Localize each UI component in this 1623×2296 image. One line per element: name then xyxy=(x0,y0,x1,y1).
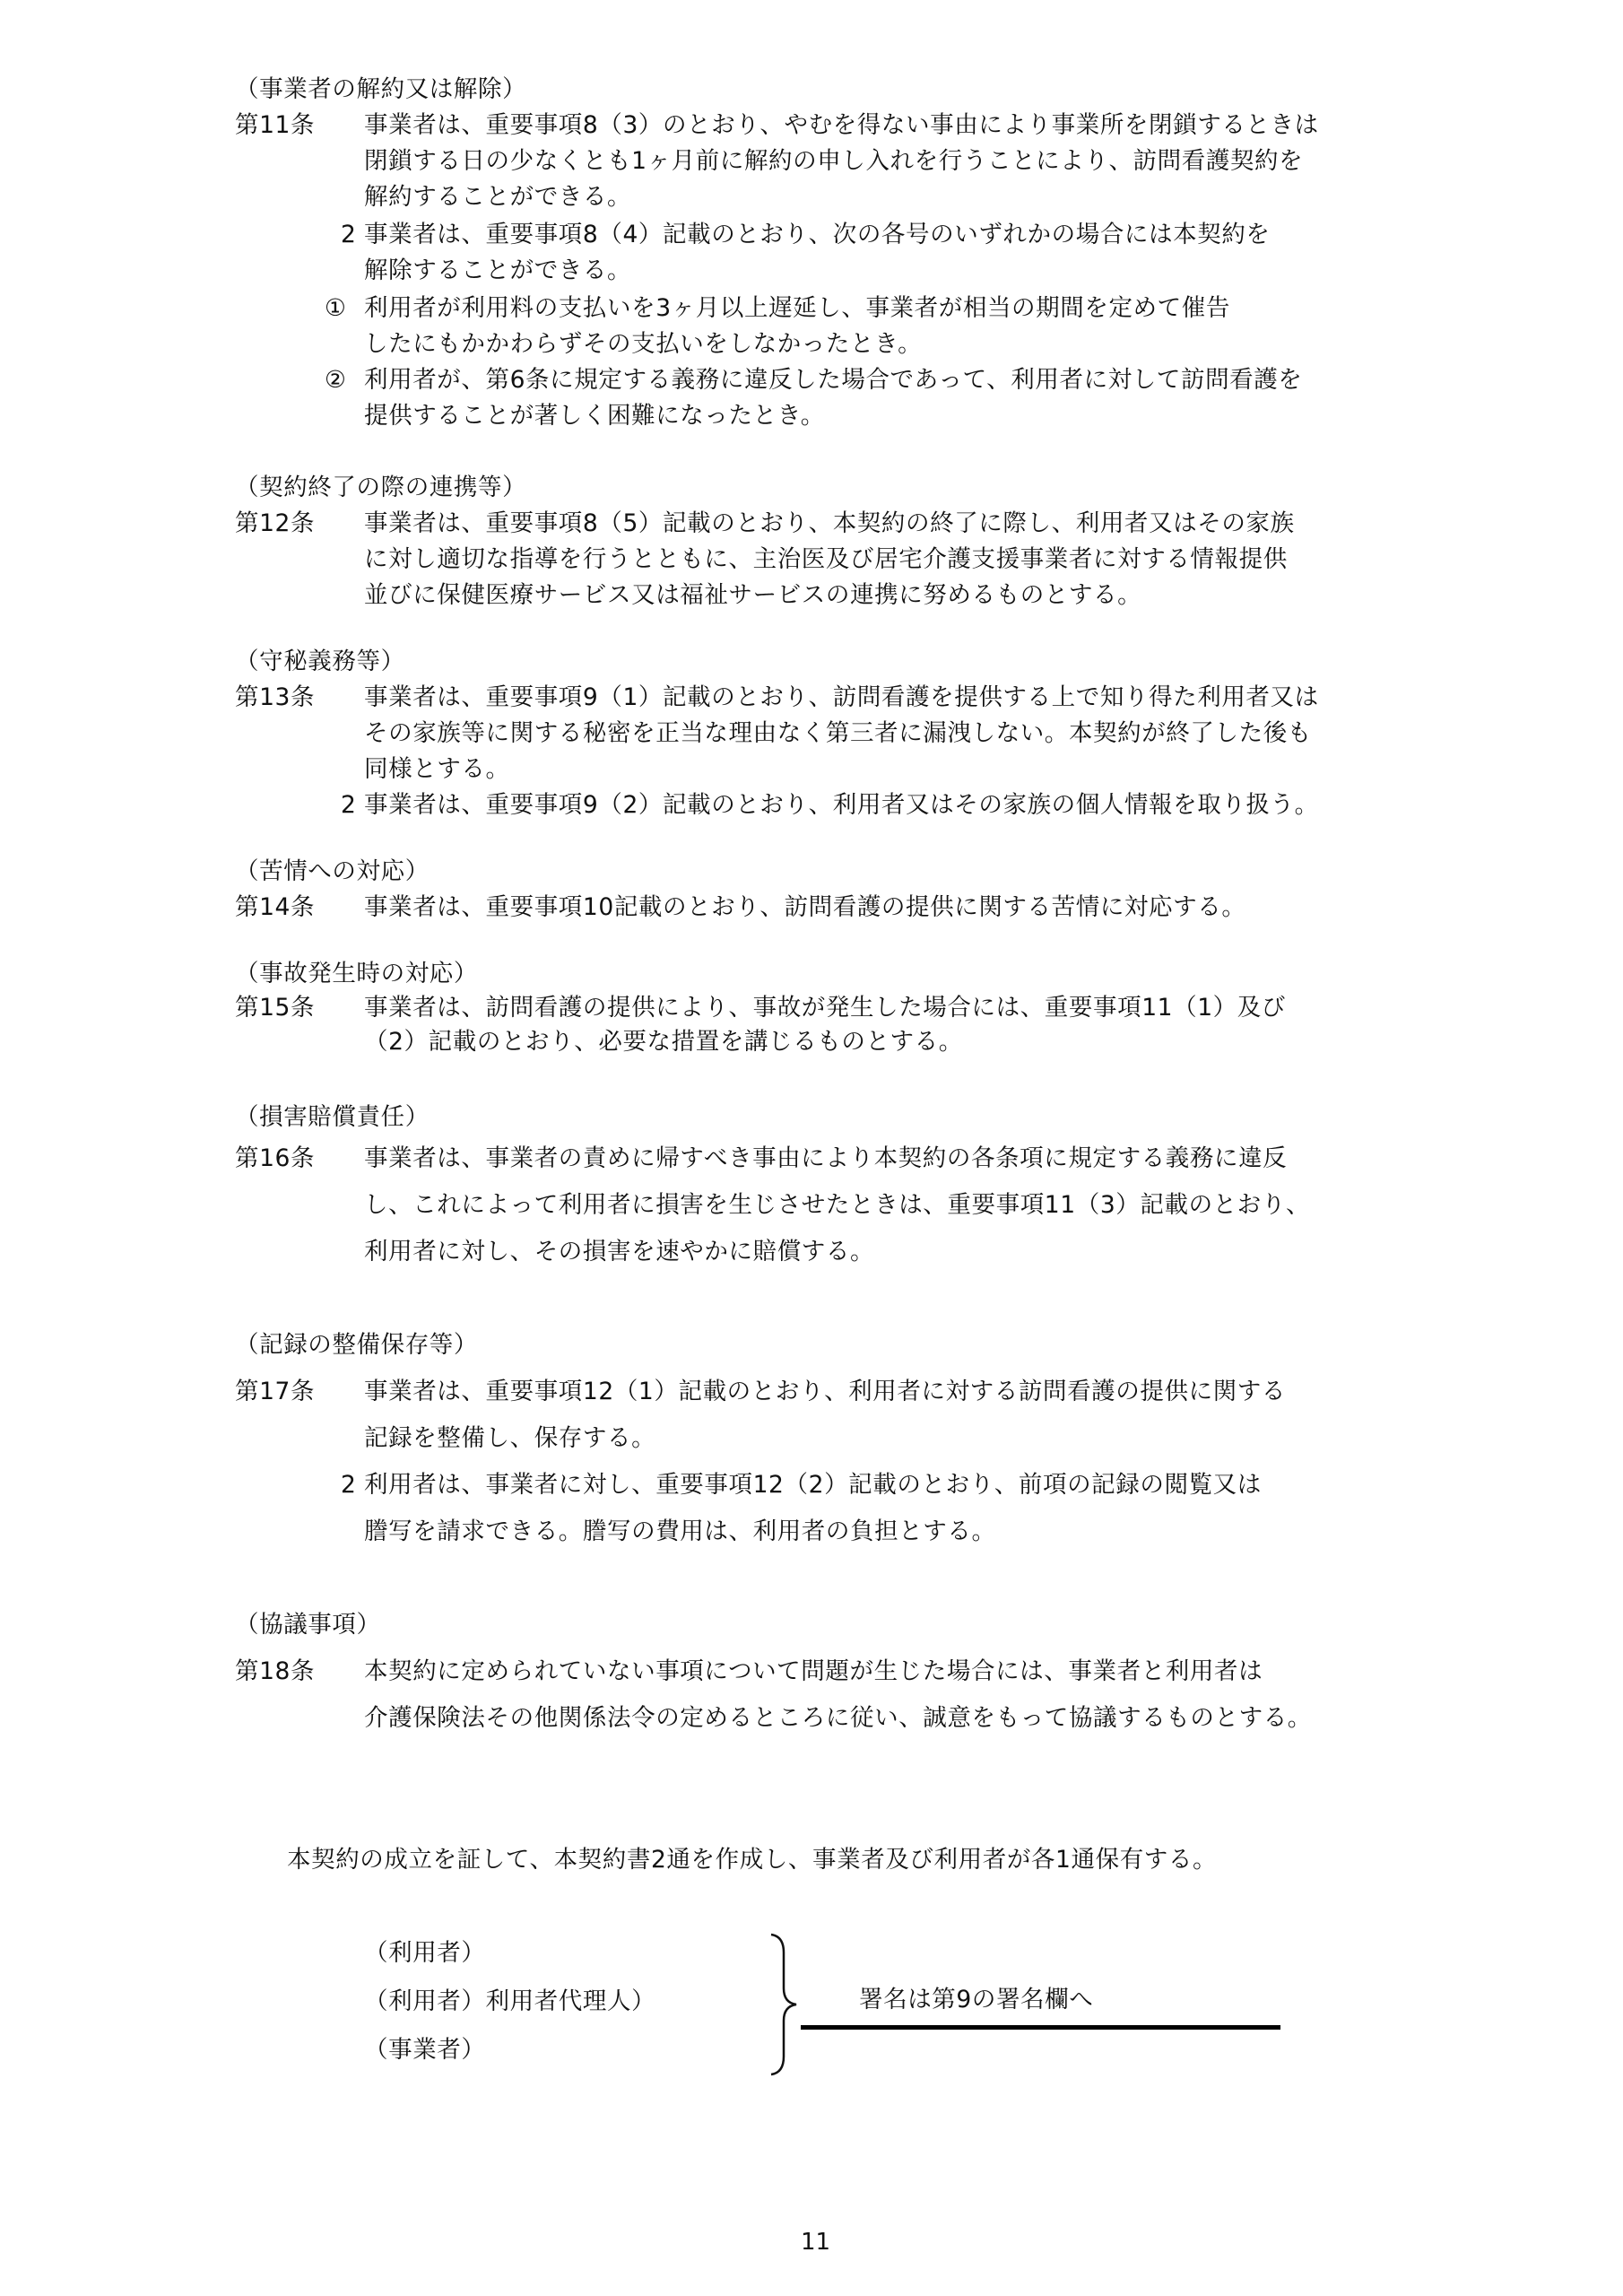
signature-note: 署名は第9の署名欄へ xyxy=(859,1986,1094,2013)
article-11-item-1-number: ① xyxy=(325,294,347,322)
article-12-line-3: 並びに保健医療サービス又は福祉サービスの連携に努めるものとする。 xyxy=(364,581,1142,609)
signature-party-agent: （利用者）利用者代理人） xyxy=(364,1987,656,2015)
article-11-item-2-number: ② xyxy=(325,366,347,394)
article-11-item-2-line-1: 利用者が、第6条に規定する義務に違反した場合であって、利用者に対して訪問看護を xyxy=(364,366,1303,394)
article-13-heading: （守秘義務等） xyxy=(235,648,405,675)
article-15-label: 第15条 xyxy=(235,994,316,1022)
article-12-line-2: に対し適切な指導を行うとともに、主治医及び居宅介護支援事業者に対する情報提供 xyxy=(364,545,1288,573)
signature-party-provider: （事業者） xyxy=(364,2036,486,2064)
article-11-heading: （事業者の解約又は解除） xyxy=(235,75,527,103)
article-11-line-3: 解約することができる。 xyxy=(364,183,632,211)
article-11-label: 第11条 xyxy=(235,111,316,139)
article-14-line-1: 事業者は、重要事項10記載のとおり、訪問看護の提供に関する苦情に対応する。 xyxy=(364,893,1246,921)
article-13-line-3: 同様とする。 xyxy=(364,755,510,783)
article-17-para-2-number: 2 xyxy=(341,1471,357,1499)
article-14-label: 第14条 xyxy=(235,893,316,921)
page-number: 11 xyxy=(801,2229,831,2256)
article-11-item-1-line-1: 利用者が利用料の支払いを3ヶ月以上遅延し、事業者が相当の期間を定めて催告 xyxy=(364,294,1230,322)
signature-line xyxy=(801,2025,1280,2030)
right-brace xyxy=(769,1933,805,2076)
article-14-heading: （苦情への対応） xyxy=(235,857,430,885)
article-11-para-2-number: 2 xyxy=(341,221,357,248)
article-18-heading: （協議事項） xyxy=(235,1611,381,1639)
article-11-line-2: 閉鎖する日の少なくとも1ヶ月前に解約の申し入れを行うことにより、訪問看護契約を xyxy=(364,147,1304,175)
article-17-label: 第17条 xyxy=(235,1378,316,1405)
article-15-line-2: （2）記載のとおり、必要な措置を講じるものとする。 xyxy=(364,1028,963,1056)
article-11-item-1-line-2: したにもかかわらずその支払いをしなかったとき。 xyxy=(364,330,923,358)
article-13-para-2-line-1: 事業者は、重要事項9（2）記載のとおり、利用者又はその家族の個人情報を取り扱う。 xyxy=(364,791,1319,819)
article-16-line-3: 利用者に対し、その損害を速やかに賠償する。 xyxy=(364,1238,875,1265)
article-11-para-2-line-1: 事業者は、重要事項8（4）記載のとおり、次の各号のいずれかの場合には本契約を xyxy=(364,221,1271,248)
article-17-heading: （記録の整備保存等） xyxy=(235,1331,478,1359)
article-17-line-1: 事業者は、重要事項12（1）記載のとおり、利用者に対する訪問看護の提供に関する xyxy=(364,1378,1286,1405)
article-13-line-1: 事業者は、重要事項9（1）記載のとおり、訪問看護を提供する上で知り得た利用者又は xyxy=(364,683,1319,711)
article-18-line-2: 介護保険法その他関係法令の定めるところに従い、誠意をもって協議するものとする。 xyxy=(364,1704,1312,1732)
article-12-label: 第12条 xyxy=(235,509,316,537)
article-15-heading: （事故発生時の対応） xyxy=(235,960,478,987)
article-18-line-1: 本契約に定められていない事項について問題が生じた場合には、事業者と利用者は xyxy=(364,1657,1263,1685)
article-16-line-2: し、これによって利用者に損害を生じさせたときは、重要事項11（3）記載のとおり、 xyxy=(364,1191,1311,1219)
signature-party-user: （利用者） xyxy=(364,1939,486,1967)
article-12-line-1: 事業者は、重要事項8（5）記載のとおり、本契約の終了に際し、利用者又はその家族 xyxy=(364,509,1295,537)
article-18-label: 第18条 xyxy=(235,1657,316,1685)
article-17-line-2: 記録を整備し、保存する。 xyxy=(364,1424,656,1452)
article-11-para-2-line-2: 解除することができる。 xyxy=(364,257,632,284)
article-13-para-2-number: 2 xyxy=(341,791,357,819)
article-15-line-1: 事業者は、訪問看護の提供により、事故が発生した場合には、重要事項11（1）及び xyxy=(364,994,1286,1022)
article-16-line-1: 事業者は、事業者の責めに帰すべき事由により本契約の各条項に規定する義務に違反 xyxy=(364,1144,1288,1172)
article-13-label: 第13条 xyxy=(235,683,316,711)
article-17-para-2-line-2: 謄写を請求できる。謄写の費用は、利用者の負担とする。 xyxy=(364,1518,996,1545)
article-13-line-2: その家族等に関する秘密を正当な理由なく第三者に漏洩しない。本契約が終了した後も xyxy=(364,719,1312,747)
article-16-label: 第16条 xyxy=(235,1144,316,1172)
article-16-heading: （損害賠償責任） xyxy=(235,1103,430,1131)
closing-statement: 本契約の成立を証して、本契約書2通を作成し、事業者及び利用者が各1通保有する。 xyxy=(287,1846,1218,1874)
article-12-heading: （契約終了の際の連携等） xyxy=(235,474,527,501)
article-11-line-1: 事業者は、重要事項8（3）のとおり、やむを得ない事由により事業所を閉鎖するときは xyxy=(364,111,1319,139)
article-11-item-2-line-2: 提供することが著しく困難になったとき。 xyxy=(364,402,825,430)
article-17-para-2-line-1: 利用者は、事業者に対し、重要事項12（2）記載のとおり、前項の記録の閲覧又は xyxy=(364,1471,1262,1499)
